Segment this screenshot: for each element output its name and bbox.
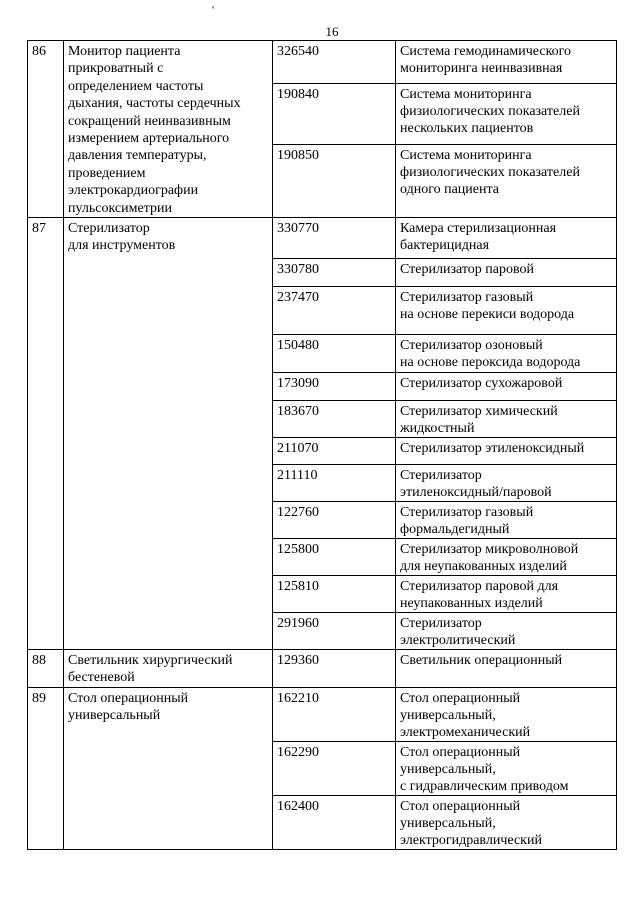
item-number-cell <box>28 218 64 650</box>
device-type-cell <box>396 373 617 401</box>
type-code: 162290 <box>277 744 319 760</box>
device-type-name: Система мониторинга физиологических показателей нескольких пациентов <box>400 87 580 137</box>
device-type-name: Стол операционный универсальный, с гидравлическим приводом <box>400 744 569 794</box>
device-type-cell <box>396 41 617 84</box>
type-code-cell <box>273 613 396 650</box>
item-name: Монитор пациента прикроватный с определением частоты дыхания, частоты сердечных сокращений неинвазивным измерением артериального давления температуры, проведением электрокардиографии пульсоксиметрии <box>68 44 241 216</box>
scan-mark: ʻ <box>211 5 215 16</box>
device-type-name: Стерилизатор этиленоксидный/паровой <box>400 468 552 501</box>
item-name-cell <box>64 218 273 650</box>
type-code-cell <box>273 259 396 287</box>
type-code-cell <box>273 144 396 217</box>
type-code: 330770 <box>277 221 319 237</box>
device-type-cell <box>396 539 617 576</box>
item-number-cell <box>28 687 64 849</box>
device-type-name: Стерилизатор электролитический <box>400 616 516 649</box>
device-type-cell <box>396 144 617 217</box>
type-code: 190840 <box>277 87 319 103</box>
device-type-cell <box>396 287 617 335</box>
type-code-cell <box>273 687 396 741</box>
device-type-name: Стол операционный универсальный, электромеханический <box>400 690 531 740</box>
type-code: 125800 <box>277 542 319 558</box>
device-type-cell <box>396 502 617 539</box>
type-code: 211070 <box>277 441 319 457</box>
type-code-cell <box>273 438 396 465</box>
table-row <box>28 687 617 741</box>
device-type-cell <box>396 465 617 502</box>
item-name: Светильник хирургический бестеневой <box>68 653 233 686</box>
device-type-name: Светильник операционный <box>400 653 563 669</box>
device-type-name: Стерилизатор паровой <box>400 262 534 278</box>
type-code: 326540 <box>277 44 319 59</box>
device-type-name: Стол операционный универсальный, электрогидравлический <box>400 798 542 848</box>
type-code-cell <box>273 84 396 144</box>
type-code: 162210 <box>277 690 319 706</box>
device-type-cell <box>396 795 617 849</box>
device-type-name: Стерилизатор газовый формальдегидный <box>400 505 534 538</box>
type-code: 291960 <box>277 616 319 632</box>
device-type-cell <box>396 259 617 287</box>
type-code: 129360 <box>277 653 319 669</box>
table-row <box>28 650 617 688</box>
item-number: 86 <box>32 44 46 59</box>
type-code: 211110 <box>277 468 318 484</box>
type-code: 237470 <box>277 290 319 306</box>
type-code-cell <box>273 795 396 849</box>
device-type-cell <box>396 650 617 688</box>
device-type-name: Стерилизатор озоновый на основе пероксида водорода <box>400 338 581 371</box>
item-number-cell <box>28 41 64 218</box>
item-name: Стерилизатор для инструментов <box>68 221 176 254</box>
type-code-cell <box>273 287 396 335</box>
device-type-name: Стерилизатор газовый на основе перекиси водорода <box>400 290 575 323</box>
device-type-name: Стерилизатор микроволновой для неупакованных изделий <box>400 542 579 575</box>
type-code-cell <box>273 741 396 795</box>
device-type-cell <box>396 84 617 144</box>
type-code: 125810 <box>277 579 319 595</box>
device-type-name: Камера стерилизационная бактерицидная <box>400 221 557 254</box>
type-code-cell <box>273 41 396 84</box>
item-number: 87 <box>32 221 46 237</box>
item-number: 88 <box>32 653 46 669</box>
equipment-table-body <box>28 41 617 850</box>
type-code: 330780 <box>277 262 319 278</box>
device-type-cell <box>396 613 617 650</box>
item-number: 89 <box>32 690 46 706</box>
type-code-cell <box>273 576 396 613</box>
type-code: 173090 <box>277 376 319 392</box>
type-code: 190850 <box>277 147 319 163</box>
device-type-cell <box>396 741 617 795</box>
type-code: 183670 <box>277 404 319 420</box>
item-name-cell <box>64 41 273 218</box>
device-type-cell <box>396 218 617 259</box>
item-name: Стол операционный универсальный <box>68 690 189 724</box>
type-code-cell <box>273 373 396 401</box>
page-number: 16 <box>325 24 339 39</box>
device-type-cell <box>396 576 617 613</box>
device-type-name: Стерилизатор химический жидкостный <box>400 404 558 437</box>
device-type-cell <box>396 401 617 438</box>
device-type-name: Стерилизатор паровой для неупакованных изделий <box>400 579 559 612</box>
equipment-table <box>27 40 617 850</box>
type-code: 122760 <box>277 505 319 521</box>
type-code: 162400 <box>277 798 319 814</box>
type-code-cell <box>273 218 396 259</box>
type-code-cell <box>273 539 396 576</box>
type-code-cell <box>273 335 396 373</box>
type-code-cell <box>273 401 396 438</box>
item-name-cell <box>64 687 273 849</box>
device-type-name: Стерилизатор этиленоксидный <box>400 441 585 457</box>
type-code-cell <box>273 650 396 688</box>
device-type-cell <box>396 438 617 465</box>
device-type-cell <box>396 335 617 373</box>
table-row <box>28 41 617 84</box>
item-name-cell <box>64 650 273 688</box>
type-code-cell <box>273 502 396 539</box>
table-row <box>28 218 617 259</box>
device-type-name: Система гемодинамического мониторинга неинвазивная <box>400 44 572 76</box>
device-type-cell <box>396 687 617 741</box>
type-code-cell <box>273 465 396 502</box>
device-type-name: Стерилизатор сухожаровой <box>400 376 563 392</box>
type-code: 150480 <box>277 338 319 354</box>
item-number-cell <box>28 650 64 688</box>
device-type-name: Система мониторинга физиологических показателей одного пациента <box>400 147 580 197</box>
